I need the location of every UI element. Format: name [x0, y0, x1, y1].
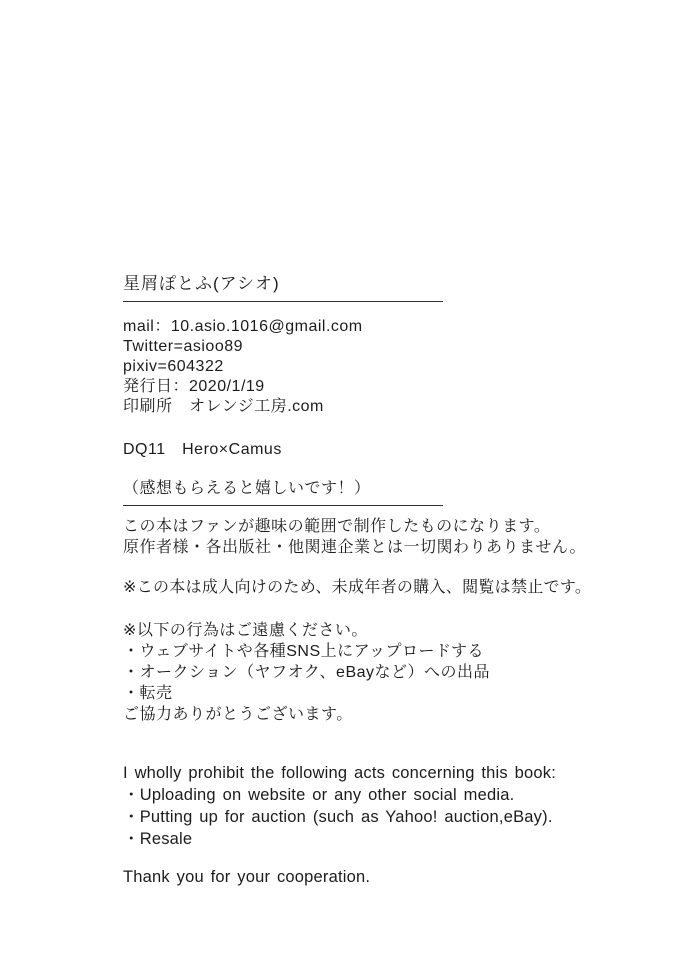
thanks-jp: ご協力ありがとうございます。 [123, 706, 353, 723]
work-pairing: DQ11 Hero×Camus [123, 441, 282, 458]
contact-info [123, 317, 623, 417]
author-comment: （感想もらえると嬉しいです！） [123, 480, 371, 497]
prohibited-heading-jp: ※以下の行為はご遠慮ください。 [123, 622, 368, 639]
mail-address: mail：10.asio.1016@gmail.com [123, 318, 363, 335]
circle-title: 星屑ぽとふ(アシオ) [123, 274, 280, 293]
twitter-handle: Twitter=asioo89 [123, 338, 244, 355]
printer-name: 印刷所 オレンジ工房.com [123, 398, 324, 415]
prohibited-item-en: ・Uploading on website or any other social media. [123, 786, 515, 804]
divider-top [123, 301, 443, 302]
prohibited-item-jp: ・ウェブサイトや各種SNS上にアップロードする [123, 643, 485, 660]
prohibited-item-en: ・Resale [123, 830, 193, 848]
thanks-en: Thank you for your cooperation. [123, 868, 371, 886]
prohibited-item-jp: ・転売 [123, 685, 173, 702]
adult-notice: ※この本は成人向けのため、未成年者の購入、閲覧は禁止です。 [123, 579, 592, 596]
prohibited-acts-en [123, 762, 623, 888]
colophon-content [123, 273, 623, 888]
issue-date: 発行日：2020/1/19 [123, 378, 265, 395]
prohibited-item-en: ・Putting up for auction (such as Yahoo! auction,eBay). [123, 808, 553, 826]
prohibited-heading-en: I wholly prohibit the following acts concerning this book: [123, 764, 556, 782]
divider-middle [123, 505, 443, 506]
fan-disclaimer [123, 516, 623, 558]
disclaimer-line-1: この本はファンが趣味の範囲で制作したものになります。 [123, 518, 551, 535]
disclaimer-line-2: 原作者様・各出版社・他関連企業とは一切関わりありません。 [123, 539, 586, 556]
prohibited-acts-jp [123, 620, 623, 725]
pixiv-id: pixiv=604322 [123, 358, 224, 375]
prohibited-item-jp: ・オークション（ヤフオク、eBayなど）への出品 [123, 664, 491, 681]
